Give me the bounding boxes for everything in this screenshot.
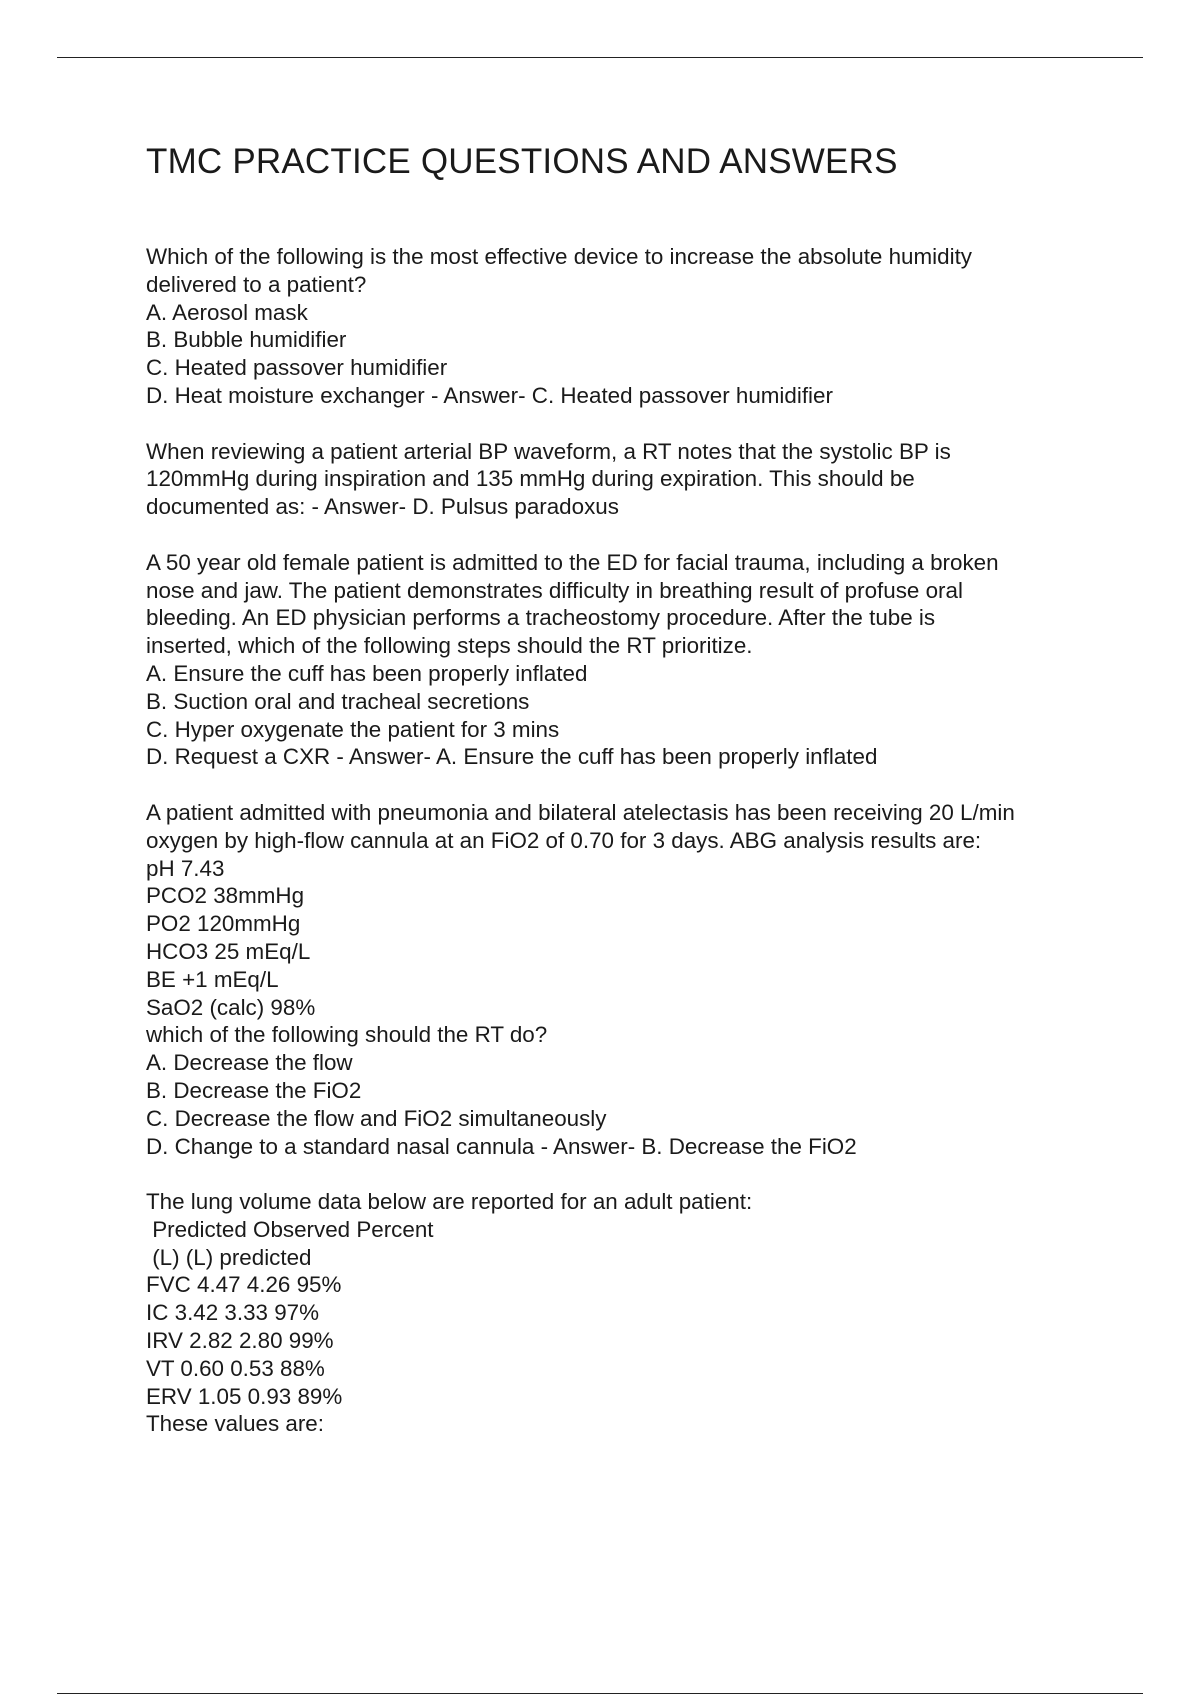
option-d-with-answer: D. Request a CXR - Answer- A. Ensure the cuff has been properly inflated — [146, 744, 878, 770]
lung-volume-row-vt: VT 0.60 0.53 88% — [146, 1355, 325, 1381]
abg-value-hco3: HCO3 25 mEq/L — [146, 938, 311, 964]
option-b: B. Bubble humidifier — [146, 327, 347, 353]
question-text-line: nose and jaw. The patient demonstrates difficulty in breathing result of profuse oral — [146, 577, 963, 603]
question-text-line: bleeding. An ED physician performs a tracheostomy procedure. After the tube is — [146, 605, 936, 631]
question-answer-line: documented as: - Answer- D. Pulsus paradoxus — [146, 494, 619, 520]
question-text-line: inserted, which of the following steps should the RT prioritize. — [146, 633, 753, 659]
lung-volume-row-fvc: FVC 4.47 4.26 95% — [146, 1272, 342, 1298]
abg-value-be: BE +1 mEq/L — [146, 966, 279, 992]
qa-block-5 — [146, 1188, 1106, 1438]
qa-block-2 — [146, 438, 1106, 521]
question-text-line: When reviewing a patient arterial BP waveform, a RT notes that the systolic BP is — [146, 438, 951, 464]
abg-value-pco2: PCO2 38mmHg — [146, 883, 305, 909]
lung-volume-row-erv: ERV 1.05 0.93 89% — [146, 1383, 343, 1409]
lung-volume-header: Predicted Observed Percent — [146, 1216, 434, 1242]
option-c: C. Decrease the flow and FiO2 simultaneously — [146, 1105, 607, 1131]
option-a: A. Aerosol mask — [146, 299, 308, 325]
page-title: TMC PRACTICE QUESTIONS AND ANSWERS — [146, 142, 898, 181]
question-text-line: delivered to a patient? — [146, 271, 367, 297]
bottom-divider — [57, 1693, 1143, 1694]
option-a: A. Decrease the flow — [146, 1050, 353, 1076]
abg-value-sao2: SaO2 (calc) 98% — [146, 994, 316, 1020]
qa-block-1 — [146, 243, 1106, 410]
question-text-line: A 50 year old female patient is admitted to the ED for facial trauma, including a broken — [146, 549, 999, 575]
question-text-line: 120mmHg during inspiration and 135 mmHg during expiration. This should be — [146, 466, 915, 492]
question-text-line: which of the following should the RT do? — [146, 1022, 548, 1048]
lung-volume-header-units: (L) (L) predicted — [146, 1244, 312, 1270]
lung-volume-row-ic: IC 3.42 3.33 97% — [146, 1300, 320, 1326]
qa-block-3 — [146, 549, 1106, 771]
option-b: B. Decrease the FiO2 — [146, 1077, 362, 1103]
option-a: A. Ensure the cuff has been properly inflated — [146, 660, 588, 686]
question-text-line: These values are: — [146, 1411, 324, 1437]
lung-volume-row-irv: IRV 2.82 2.80 99% — [146, 1328, 334, 1354]
abg-value-po2: PO2 120mmHg — [146, 911, 301, 937]
option-d-with-answer: D. Change to a standard nasal cannula - Answer- B. Decrease the FiO2 — [146, 1133, 857, 1159]
question-text-line: A patient admitted with pneumonia and bilateral atelectasis has been receiving 20 L/min — [146, 799, 1015, 825]
top-divider — [57, 57, 1143, 58]
option-c: C. Hyper oxygenate the patient for 3 mins — [146, 716, 560, 742]
option-d-with-answer: D. Heat moisture exchanger - Answer- C. Heated passover humidifier — [146, 382, 833, 408]
question-text-line: The lung volume data below are reported for an adult patient: — [146, 1189, 753, 1215]
document-body — [146, 243, 1106, 1466]
abg-value-ph: pH 7.43 — [146, 855, 225, 881]
qa-block-4 — [146, 799, 1106, 1160]
option-c: C. Heated passover humidifier — [146, 355, 448, 381]
option-b: B. Suction oral and tracheal secretions — [146, 688, 530, 714]
question-text-line: oxygen by high-flow cannula at an FiO2 of 0.70 for 3 days. ABG analysis results are: — [146, 827, 982, 853]
question-text-line: Which of the following is the most effective device to increase the absolute humidity — [146, 244, 972, 269]
